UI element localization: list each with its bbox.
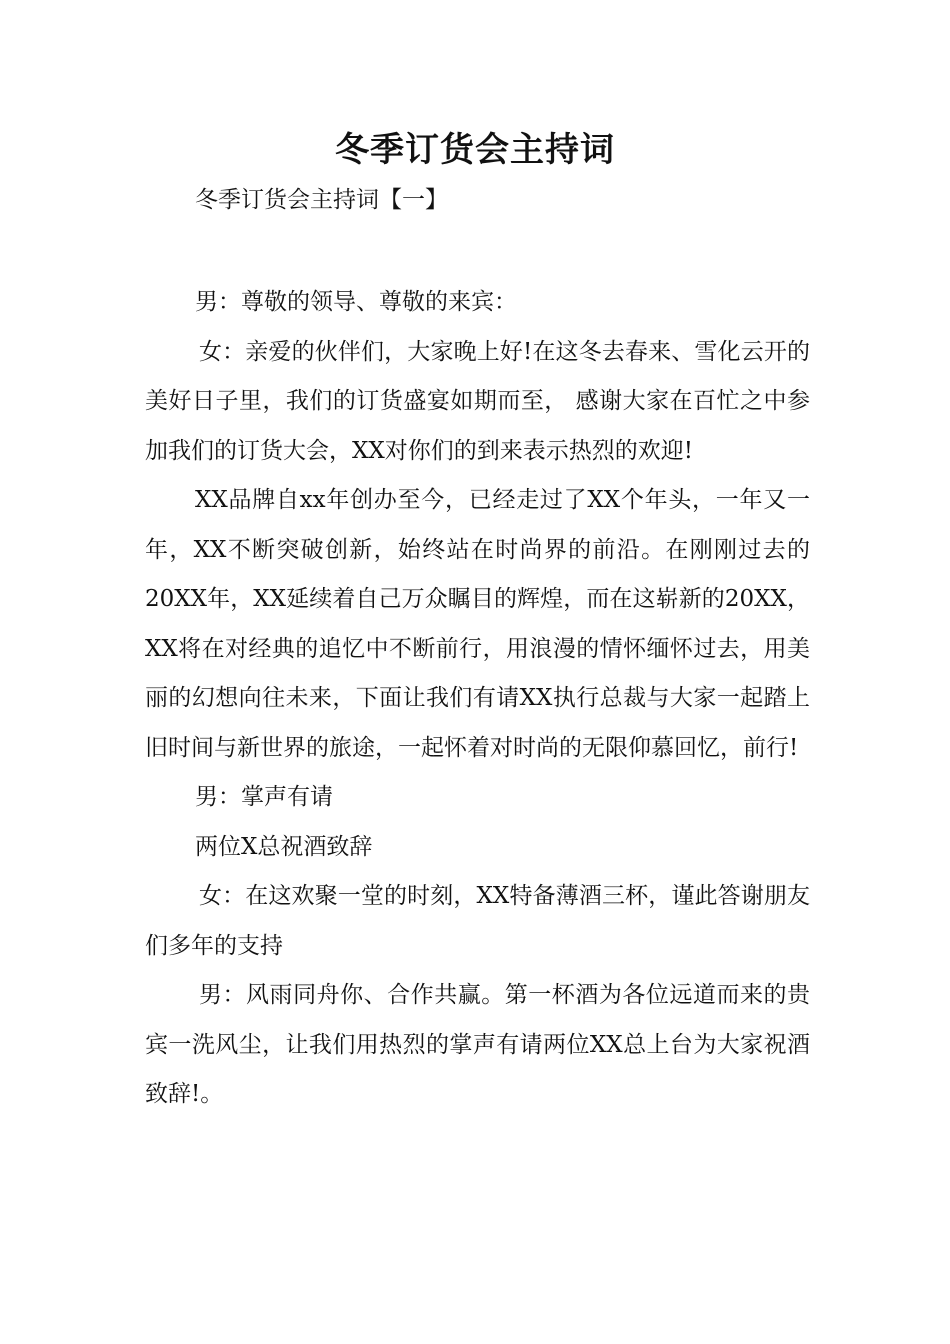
document-title: 冬季订货会主持词 bbox=[335, 130, 615, 170]
document-subtitle: 冬季订货会主持词【一】 bbox=[195, 187, 448, 213]
paragraph-toast-female: 女：在这欢聚一堂的时刻，XX特备薄酒三杯，谨此答谢朋友们多年的支持 bbox=[145, 883, 810, 959]
document-body bbox=[145, 278, 810, 1120]
paragraph-toast-male: 男：风雨同舟你、合作共赢。第一杯酒为各位远道而来的贵宾一洗风尘，让我们用热烈的掌声有请两位XX总上台为大家祝酒致辞!。 bbox=[145, 982, 810, 1107]
paragraph-applause: 男：掌声有请 bbox=[195, 784, 333, 810]
paragraph-greeting-male: 男：尊敬的领导、尊敬的来宾： bbox=[195, 289, 517, 315]
paragraph-brand-history: XX品牌自xx年创办至今，已经走过了XX个年头，一年又一年，XX不断突破创新，始终站在时尚界的前沿。在刚刚过去的20XX年，XX延续着自己万众瞩目的辉煌，而在这崭新的20XX，XX将在对经典的追忆中不断前行，用浪漫的情怀缅怀过去，用美丽的幻想向往未来，下面让我们有请XX执行总裁与大家一起踏上旧时间与新世界的旅途，一起怀着对时尚的无限仰慕回忆，前行! bbox=[145, 487, 810, 761]
paragraph-greeting-female: 女：亲爱的伙伴们，大家晚上好!在这冬去春来、雪化云开的美好日子里，我们的订货盛宴如期而至， 感谢大家在百忙之中参加我们的订货大会，XX对你们的到来表示热烈的欢迎! bbox=[145, 338, 810, 464]
paragraph-toast-speakers: 两位X总祝酒致辞 bbox=[195, 833, 373, 860]
